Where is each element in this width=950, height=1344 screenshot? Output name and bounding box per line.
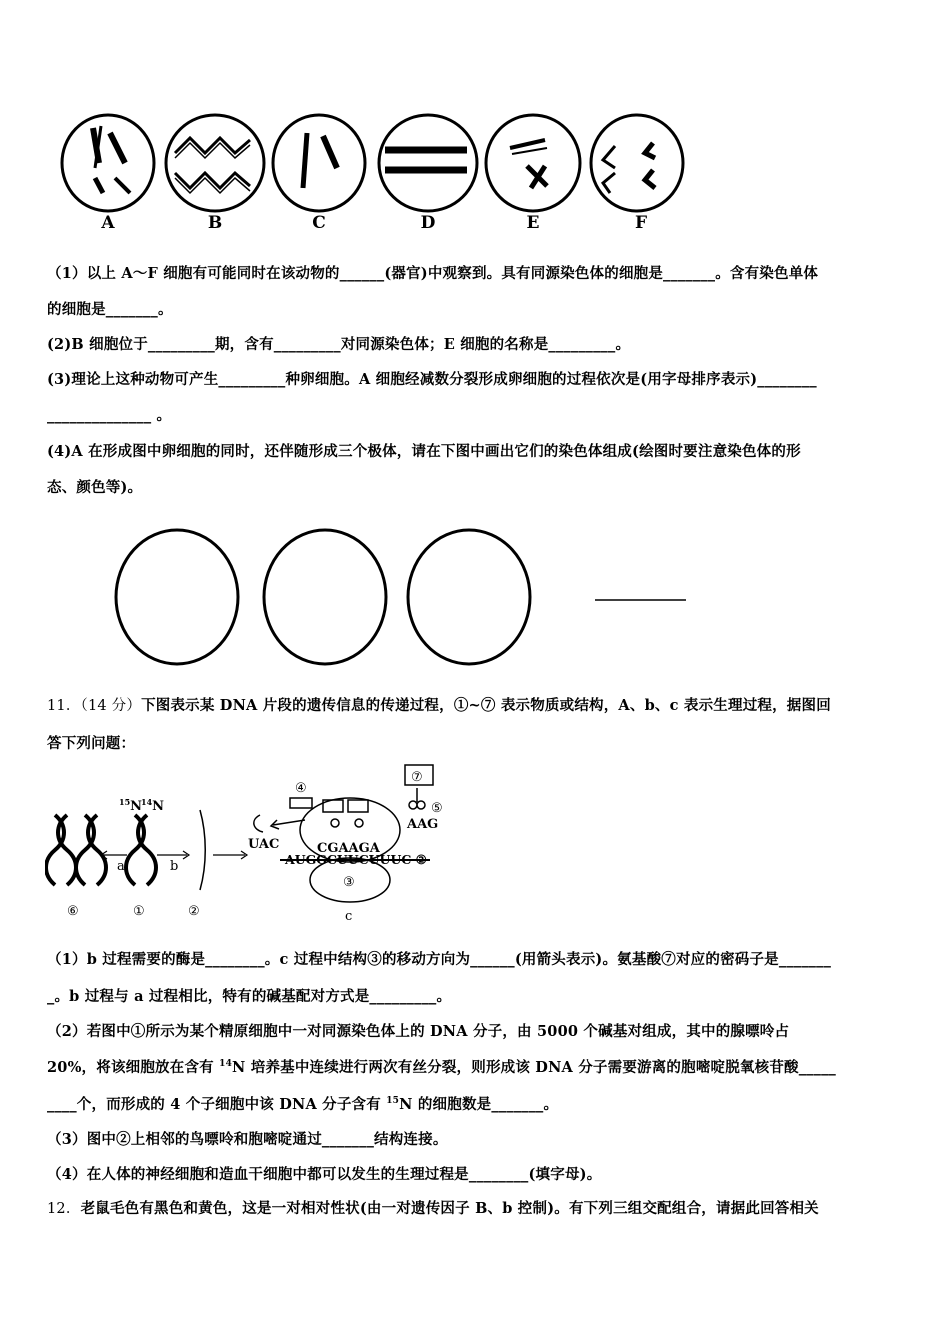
q11-stem: 下图表示某 DNA 片段的遗传信息的传递过程，①~⑦ 表示物质或结构，A、b、c 表示生理过程，据图回: [141, 697, 831, 714]
label-14n: $^{14}$N: [141, 797, 165, 814]
polar-body-circle-1[interactable]: [116, 530, 238, 664]
mrna-sequence: AUGGCUUCUUUC ②: [285, 852, 427, 867]
label-a-process: a: [117, 859, 125, 874]
q10-part3-line2: ______________ 。: [47, 407, 172, 424]
cell-division-figure: [55, 108, 695, 236]
polar-body-circle-3[interactable]: [408, 530, 530, 664]
label-6: ⑥: [67, 904, 79, 919]
polar-body-drawing-area[interactable]: [110, 525, 700, 670]
label-7: ⑦: [411, 770, 423, 785]
cell-a: [62, 115, 154, 211]
label-b-process: b: [170, 859, 179, 874]
cell-e: [486, 115, 580, 211]
label-d: D: [420, 213, 436, 233]
label-4: ④: [295, 781, 307, 796]
q11-part2-line1: （2）若图中①所示为某个精原细胞中一对同源染色体上的 DNA 分子，由 5000 个碱基对组成，其中的腺嘌呤占: [47, 1023, 790, 1040]
q10-part3-line1: (3)理论上这种动物可产生_________种卵细胞。A 细胞经减数分裂形成卵细胞的过程依次是(用字母排序表示)________: [47, 371, 817, 388]
q11-stem-line1: [47, 694, 831, 715]
q11-part1-line1: （1）b 过程需要的酶是________。c 过程中结构③的移动方向为______(用箭头表示)。氨基酸⑦对应的密码子是_______: [47, 951, 832, 968]
label-b: B: [207, 213, 223, 233]
label-3: ③: [343, 875, 355, 890]
q11-part2-line2: 20%，将该细胞放在含有 $^{14}$N 培养基中连续进行两次有丝分裂，则形成该 DNA 分子需要游离的胞嘧啶脱氧核苷酸_____: [47, 1059, 836, 1076]
q11-part2-line3: ____个，而形成的 4 个子细胞中该 DNA 分子含有 $^{15}$N 的细胞数是_______。: [47, 1096, 559, 1113]
q12-number: 12．: [47, 1201, 81, 1217]
q10-part2: (2)B 细胞位于_________期，含有_________对同源染色体；E 细胞的名称是_________。: [47, 336, 631, 353]
q10-part4-line2: 态、颜色等)。: [47, 479, 143, 496]
label-a: A: [101, 213, 115, 233]
label-2-left: ②: [188, 904, 200, 919]
label-c: C: [312, 213, 326, 233]
dna-transmission-figure: [45, 760, 445, 925]
q11-stem-line2: 答下列问题：: [47, 735, 136, 752]
label-e: E: [526, 213, 540, 233]
cell-c: [273, 115, 365, 211]
cell-d: [379, 115, 477, 211]
anticodon-left: UAC: [248, 837, 280, 852]
q10-part4-line1: (4)A 在形成图中卵细胞的同时，还伴随形成三个极体，请在下图中画出它们的染色体组成(绘图时要注意染色体的形: [47, 443, 801, 460]
label-c-process: c: [345, 909, 353, 924]
cell-b: [166, 115, 264, 211]
q11-part4: （4）在人体的神经细胞和造血干细胞中都可以发生的生理过程是________(填字母)。: [47, 1166, 602, 1183]
polar-body-circle-2[interactable]: [264, 530, 386, 664]
q10-part1-line2: 的细胞是_______。: [47, 301, 173, 318]
anticodon-right: AAG: [407, 817, 439, 832]
q11-part1-line2: _。b 过程与 a 过程相比，特有的碱基配对方式是_________。: [47, 988, 452, 1005]
q12-stem: 12．老鼠毛色有黑色和黄色，这是一对相对性状(由一对遗传因子 B、b 控制)。有下列三组交配组合，请据此回答相关: [47, 1200, 819, 1217]
q10-part1-line1: （1）以上 A～F 细胞有可能同时在该动物的______(器官)中观察到。具有同源染色体的细胞是_______。含有染色单体: [47, 265, 819, 282]
trna-sequence: CGAAGA: [317, 841, 380, 856]
label-1: ①: [133, 904, 145, 919]
label-5: ⑤: [431, 801, 443, 816]
q11-part3: （3）图中②上相邻的鸟嘌呤和胞嘧啶通过_______结构连接。: [47, 1131, 448, 1148]
label-f: F: [634, 213, 648, 233]
q11-number: 11．（14 分）: [47, 698, 142, 714]
label-15n: $^{15}$N: [119, 797, 143, 814]
